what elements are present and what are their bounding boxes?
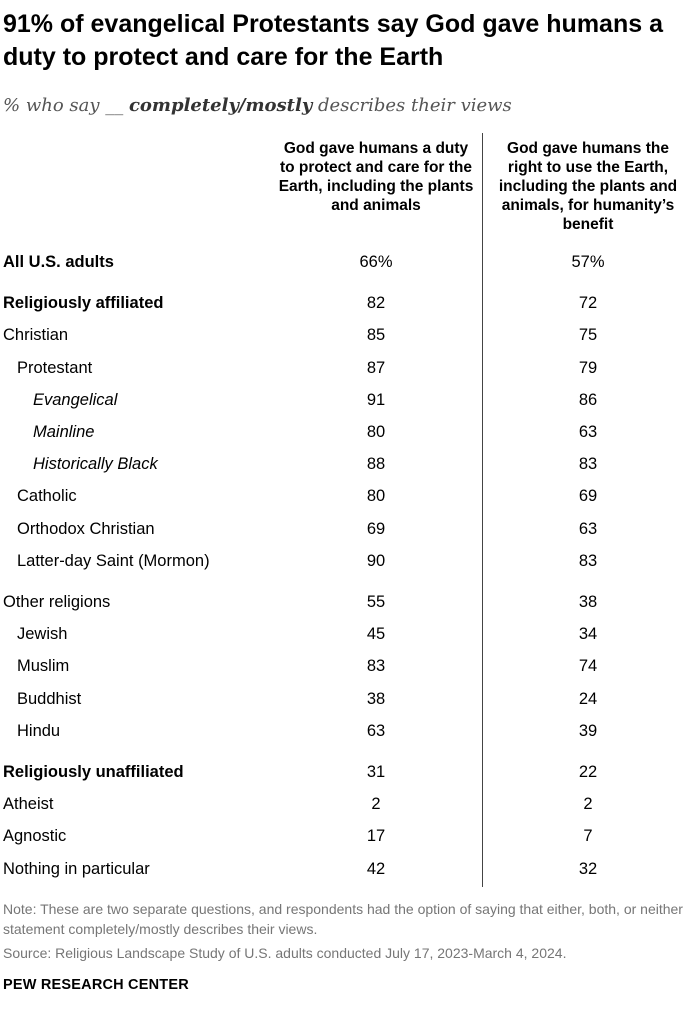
value-duty: 83 [366, 657, 386, 676]
table-row [0, 355, 694, 381]
value-duty: 2 [371, 795, 381, 814]
row-label: Agnostic [3, 827, 67, 846]
table-row [0, 856, 694, 882]
value-duty: 88 [366, 455, 386, 474]
row-label: Orthodox Christian [17, 519, 155, 538]
value-duty: 66% [359, 253, 393, 271]
subtitle-suffix: describes their views [312, 95, 512, 116]
row-label: Buddhist [17, 689, 82, 708]
row-label: Jewish [17, 625, 68, 644]
value-duty: 80 [366, 487, 386, 506]
value-right: 34 [578, 625, 598, 644]
value-right: 38 [578, 593, 598, 611]
row-label: Religiously affiliated [3, 294, 164, 313]
table-row [0, 249, 694, 275]
value-right: 69 [578, 487, 598, 506]
row-label: Nothing in particular [3, 859, 150, 878]
value-right: 7 [583, 827, 593, 846]
value-right: 63 [578, 423, 598, 441]
value-duty: 38 [366, 689, 386, 708]
column-header-right: God gave humans the right to use the Earth, including the plants and animals, for humanity’s benefit [498, 140, 678, 233]
row-label: Atheist [3, 795, 54, 814]
table-row [0, 387, 694, 413]
chart-subtitle [3, 95, 512, 116]
table-row [0, 290, 694, 316]
value-duty: 87 [366, 358, 386, 377]
value-duty: 91 [366, 390, 386, 409]
row-label: Religiously unaffiliated [3, 763, 184, 781]
column-header-duty: God gave humans a duty to protect and care for the Earth, including the plants and animals [278, 140, 474, 214]
row-label: Protestant [17, 358, 93, 377]
value-duty: 63 [366, 721, 386, 740]
value-duty: 85 [366, 326, 386, 345]
row-label: Latter-day Saint (Mormon) [17, 551, 210, 570]
value-right: 24 [578, 689, 598, 708]
value-duty: 69 [366, 519, 386, 538]
value-duty: 45 [366, 625, 386, 644]
row-label: Christian [3, 326, 69, 345]
value-duty: 31 [366, 763, 386, 781]
table-row [0, 548, 694, 574]
value-duty: 90 [366, 551, 386, 570]
row-label: Catholic [17, 487, 77, 506]
value-right: 86 [578, 390, 598, 409]
value-right: 63 [578, 519, 598, 538]
value-right: 57% [571, 253, 605, 271]
row-label: Historically Black [33, 455, 158, 474]
table-row [0, 516, 694, 542]
table-row [0, 686, 694, 712]
value-right: 74 [578, 657, 598, 676]
row-label: Other religions [3, 593, 111, 611]
table-row [0, 419, 694, 445]
value-right: 22 [578, 763, 598, 781]
chart-source: Source: Religious Landscape Study of U.S. adults conducted July 17, 2023-March 4, 2024. [3, 945, 567, 961]
row-label: Hindu [17, 721, 61, 740]
table-row [0, 823, 694, 849]
row-label: Mainline [33, 423, 95, 441]
value-duty: 42 [366, 859, 386, 878]
table-row [0, 653, 694, 679]
brand-logo-text: PEW RESEARCH CENTER [3, 977, 189, 993]
value-right: 2 [583, 795, 593, 814]
value-duty: 80 [366, 423, 386, 441]
value-right: 83 [578, 455, 598, 474]
value-right: 72 [578, 294, 598, 313]
table-row [0, 759, 694, 785]
value-duty: 55 [366, 593, 386, 611]
value-right: 79 [578, 358, 598, 377]
chart-note: Note: These are two separate questions, and respondents had the option of saying that either, both, or neither statement completely/mostly describes their views. [3, 901, 683, 937]
value-right: 83 [578, 551, 598, 570]
value-right: 75 [578, 326, 598, 345]
subtitle-emphasis: completely/mostly [128, 95, 313, 116]
table-row [0, 621, 694, 647]
table-row [0, 451, 694, 477]
chart-title: 91% of evangelical Protestants say God gave humans a duty to protect and care for the Earth [3, 10, 663, 71]
table-row [0, 322, 694, 348]
value-right: 32 [578, 859, 598, 878]
row-label: All U.S. adults [3, 253, 114, 271]
value-duty: 82 [366, 294, 386, 313]
table-row [0, 791, 694, 817]
table-row [0, 718, 694, 744]
row-label: Muslim [17, 657, 70, 676]
row-label: Evangelical [33, 390, 118, 409]
table-row [0, 589, 694, 615]
value-right: 39 [578, 721, 598, 740]
table-row [0, 483, 694, 509]
value-duty: 17 [366, 827, 386, 846]
subtitle-prefix: % who say __ [3, 95, 129, 116]
